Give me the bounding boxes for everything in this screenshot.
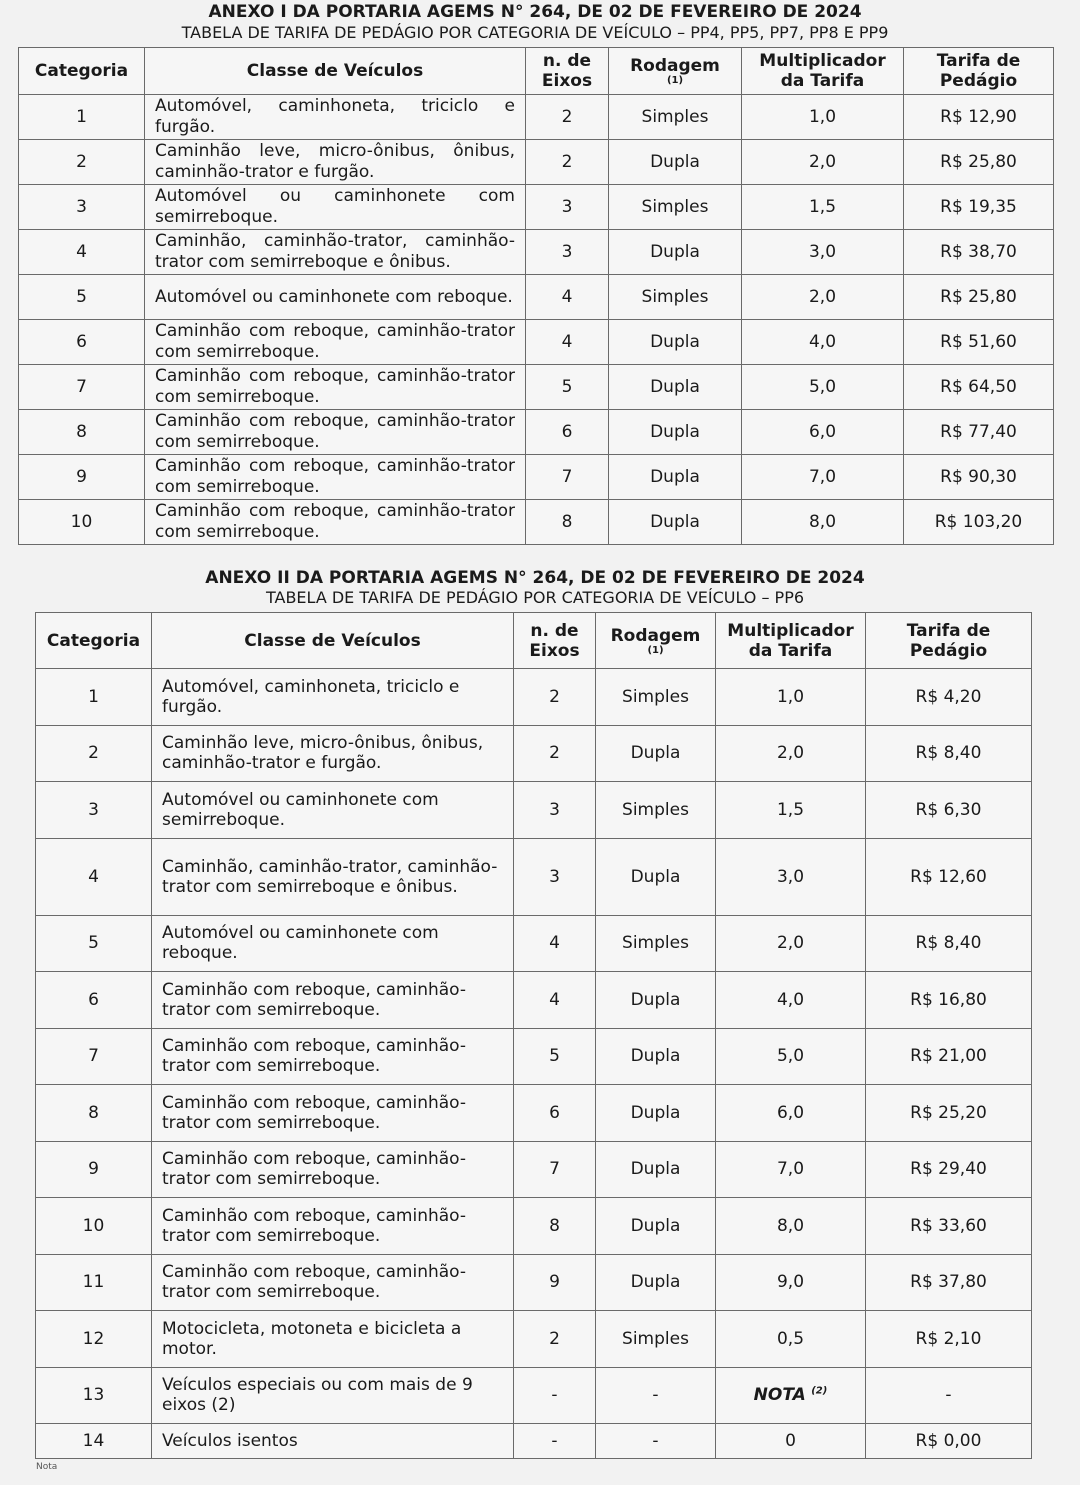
toll-fee-cell: R$ 6,30 (866, 782, 1032, 839)
axles-cell: 2 (514, 669, 596, 726)
vehicle-class-cell: Caminhão com reboque, caminhão-trator com semirreboque. (145, 410, 526, 455)
category-cell: 3 (19, 185, 145, 230)
category-cell: 11 (36, 1254, 152, 1311)
table-row (19, 365, 1054, 410)
header-eixos: n. de Eixos (514, 613, 596, 669)
axles-cell: 6 (526, 410, 609, 455)
multiplier-cell: 1,0 (742, 95, 904, 140)
toll-fee-cell: R$ 21,00 (866, 1028, 1032, 1085)
annex1-title: ANEXO I DA PORTARIA AGEMS N° 264, DE 02 DE FEVEREIRO DE 2024 (208, 2, 862, 22)
vehicle-class-cell: Caminhão com reboque, caminhão-trator com semirreboque. (145, 500, 526, 545)
nota-label: NOTA (753, 1385, 806, 1406)
toll-fee-cell: R$ 25,80 (904, 275, 1054, 320)
category-cell: 5 (36, 915, 152, 972)
toll-fee-cell: R$ 25,20 (866, 1085, 1032, 1142)
axles-cell: 3 (526, 230, 609, 275)
axles-cell: 6 (514, 1085, 596, 1142)
axles-cell: 2 (514, 725, 596, 782)
table-row (36, 838, 1032, 915)
axles-cell: 2 (526, 95, 609, 140)
toll-fee-cell: R$ 29,40 (866, 1141, 1032, 1198)
category-cell: 1 (36, 669, 152, 726)
category-cell: 3 (36, 782, 152, 839)
multiplier-cell: 5,0 (716, 1028, 866, 1085)
toll-fee-cell: R$ 4,20 (866, 669, 1032, 726)
table-row (36, 1198, 1032, 1255)
toll-fee-cell: R$ 51,60 (904, 320, 1054, 365)
wheel-type-cell: Simples (596, 1311, 716, 1368)
table-row (36, 915, 1032, 972)
table-row (36, 669, 1032, 726)
wheel-type-cell: Simples (609, 185, 742, 230)
toll-fee-cell: R$ 2,10 (866, 1311, 1032, 1368)
vehicle-class-cell: Caminhão com reboque, caminhão-trator com semirreboque. (145, 320, 526, 365)
header-classe: Classe de Veículos (145, 48, 526, 95)
multiplier-cell: 7,0 (742, 455, 904, 500)
toll-fee-cell: R$ 25,80 (904, 140, 1054, 185)
wheel-type-cell: Dupla (609, 320, 742, 365)
table-row (36, 1424, 1032, 1459)
toll-fee-cell: R$ 64,50 (904, 365, 1054, 410)
vehicle-class-cell: Automóvel ou caminhonete com semirreboque. (145, 185, 526, 230)
header-rodagem: Rodagem (1) (609, 48, 742, 95)
axles-cell: 5 (526, 365, 609, 410)
category-cell: 1 (19, 95, 145, 140)
category-cell: 7 (19, 365, 145, 410)
table-row (36, 725, 1032, 782)
table-header-row (36, 613, 1032, 669)
vehicle-class-cell: Veículos isentos (152, 1424, 514, 1459)
table-row (36, 972, 1032, 1029)
vehicle-class-cell: Caminhão com reboque, caminhão-trator com semirreboque. (145, 365, 526, 410)
header-multiplicador: Multiplicador da Tarifa (716, 613, 866, 669)
wheel-type-cell: Dupla (596, 972, 716, 1029)
toll-fee-cell: R$ 0,00 (866, 1424, 1032, 1459)
annex2-tariff-table (35, 612, 1032, 1459)
vehicle-class-cell: Caminhão leve, micro-ônibus, ônibus, caminhão-trator e furgão. (145, 140, 526, 185)
table-row (19, 230, 1054, 275)
wheel-type-cell: Dupla (596, 1198, 716, 1255)
toll-fee-cell: R$ 12,90 (904, 95, 1054, 140)
category-cell: 10 (19, 500, 145, 545)
table-row (19, 140, 1054, 185)
multiplier-cell: 7,0 (716, 1141, 866, 1198)
multiplier-cell: 5,0 (742, 365, 904, 410)
multiplier-cell: 1,5 (716, 782, 866, 839)
multiplier-cell: 6,0 (716, 1085, 866, 1142)
axles-cell: 9 (514, 1254, 596, 1311)
axles-cell: 4 (526, 275, 609, 320)
axles-cell: 8 (526, 500, 609, 545)
wheel-type-cell: Simples (596, 915, 716, 972)
category-cell: 7 (36, 1028, 152, 1085)
wheel-type-cell: Dupla (596, 838, 716, 915)
multiplier-cell: 8,0 (742, 500, 904, 545)
wheel-type-cell: Dupla (596, 725, 716, 782)
footnote-ref: (1) (647, 644, 664, 656)
category-cell: 9 (36, 1141, 152, 1198)
table-row (36, 1085, 1032, 1142)
toll-fee-cell: R$ 37,80 (866, 1254, 1032, 1311)
axles-cell: 5 (514, 1028, 596, 1085)
multiplier-cell: 6,0 (742, 410, 904, 455)
vehicle-class-cell: Caminhão, caminhão-trator, caminhão-trator com semirreboque e ônibus. (152, 838, 514, 915)
axles-cell: - (514, 1424, 596, 1459)
category-cell: 8 (19, 410, 145, 455)
table-header-row (19, 48, 1054, 95)
vehicle-class-cell: Caminhão com reboque, caminhão-trator com semirreboque. (152, 972, 514, 1029)
multiplier-cell: 2,0 (716, 915, 866, 972)
wheel-type-cell: Dupla (596, 1141, 716, 1198)
table-row (36, 1311, 1032, 1368)
multiplier-cell: 3,0 (716, 838, 866, 915)
vehicle-class-cell: Caminhão com reboque, caminhão-trator com semirreboque. (152, 1141, 514, 1198)
axles-cell: 3 (526, 185, 609, 230)
header-eixos: n. de Eixos (526, 48, 609, 95)
multiplier-cell: 4,0 (742, 320, 904, 365)
annex2-title: ANEXO II DA PORTARIA AGEMS N° 264, DE 02 DE FEVEREIRO DE 2024 (205, 568, 865, 588)
toll-fee-cell: R$ 90,30 (904, 455, 1054, 500)
wheel-type-cell: Simples (596, 669, 716, 726)
category-cell: 2 (36, 725, 152, 782)
toll-fee-cell: R$ 8,40 (866, 725, 1032, 782)
wheel-type-cell: Dupla (609, 455, 742, 500)
vehicle-class-cell: Automóvel, caminhoneta, triciclo e furgão. (152, 669, 514, 726)
wheel-type-cell: Simples (609, 275, 742, 320)
nota-footnote-ref: (2) (811, 1385, 828, 1397)
annex1-tariff-table (18, 47, 1054, 545)
header-tarifa: Tarifa de Pedágio (904, 48, 1054, 95)
multiplier-cell (716, 1367, 866, 1424)
table-row (19, 95, 1054, 140)
vehicle-class-cell: Automóvel, caminhoneta, triciclo e furgão. (145, 95, 526, 140)
axles-cell: 2 (526, 140, 609, 185)
vehicle-class-cell: Caminhão com reboque, caminhão-trator com semirreboque. (152, 1254, 514, 1311)
axles-cell: - (514, 1367, 596, 1424)
wheel-type-cell: Dupla (609, 365, 742, 410)
header-categoria: Categoria (36, 613, 152, 669)
vehicle-class-cell: Caminhão leve, micro-ônibus, ônibus, caminhão-trator e furgão. (152, 725, 514, 782)
wheel-type-cell: - (596, 1424, 716, 1459)
table-row (19, 320, 1054, 365)
footnote-ref: (1) (666, 75, 684, 86)
header-rodagem: Rodagem (1) (596, 613, 716, 669)
category-cell: 9 (19, 455, 145, 500)
category-cell: 6 (19, 320, 145, 365)
vehicle-class-cell: Automóvel ou caminhonete com reboque. (145, 275, 526, 320)
toll-fee-cell: R$ 12,60 (866, 838, 1032, 915)
multiplier-cell: 2,0 (716, 725, 866, 782)
vehicle-class-cell: Automóvel ou caminhonete com semirreboque. (152, 782, 514, 839)
axles-cell: 2 (514, 1311, 596, 1368)
wheel-type-cell: - (596, 1367, 716, 1424)
table-row (36, 782, 1032, 839)
multiplier-cell: 2,0 (742, 275, 904, 320)
annex1-subtitle: TABELA DE TARIFA DE PEDÁGIO POR CATEGORIA DE VEÍCULO – PP4, PP5, PP7, PP8 E PP9 (181, 23, 889, 42)
wheel-type-cell: Simples (596, 782, 716, 839)
axles-cell: 7 (526, 455, 609, 500)
axles-cell: 8 (514, 1198, 596, 1255)
wheel-type-cell: Dupla (609, 500, 742, 545)
axles-cell: 3 (514, 838, 596, 915)
multiplier-cell: 0,5 (716, 1311, 866, 1368)
category-cell: 8 (36, 1085, 152, 1142)
toll-fee-cell: R$ 19,35 (904, 185, 1054, 230)
vehicle-class-cell: Caminhão com reboque, caminhão-trator com semirreboque. (152, 1198, 514, 1255)
toll-fee-cell: R$ 38,70 (904, 230, 1054, 275)
wheel-type-cell: Dupla (596, 1254, 716, 1311)
table-row (36, 1141, 1032, 1198)
multiplier-cell: 1,5 (742, 185, 904, 230)
wheel-type-cell: Dupla (596, 1028, 716, 1085)
axles-cell: 4 (514, 972, 596, 1029)
multiplier-cell: 8,0 (716, 1198, 866, 1255)
category-cell: 10 (36, 1198, 152, 1255)
toll-fee-cell: R$ 16,80 (866, 972, 1032, 1029)
multiplier-cell: 4,0 (716, 972, 866, 1029)
category-cell: 12 (36, 1311, 152, 1368)
table-row (19, 275, 1054, 320)
category-cell: 4 (19, 230, 145, 275)
table-row (19, 500, 1054, 545)
multiplier-cell: 2,0 (742, 140, 904, 185)
wheel-type-cell: Dupla (609, 140, 742, 185)
toll-fee-cell: R$ 8,40 (866, 915, 1032, 972)
toll-fee-cell: R$ 77,40 (904, 410, 1054, 455)
vehicle-class-cell: Caminhão com reboque, caminhão-trator com semirreboque. (152, 1028, 514, 1085)
axles-cell: 7 (514, 1141, 596, 1198)
annex1-table-body (19, 95, 1054, 545)
category-cell: 5 (19, 275, 145, 320)
wheel-type-cell: Dupla (609, 230, 742, 275)
header-classe: Classe de Veículos (152, 613, 514, 669)
table-row (19, 455, 1054, 500)
vehicle-class-cell: Veículos especiais ou com mais de 9 eixos (2) (152, 1367, 514, 1424)
table-row (36, 1254, 1032, 1311)
category-cell: 4 (36, 838, 152, 915)
header-multiplicador: Multiplicador da Tarifa (742, 48, 904, 95)
wheel-type-cell: Dupla (596, 1085, 716, 1142)
table-row (19, 185, 1054, 230)
vehicle-class-cell: Caminhão com reboque, caminhão-trator com semirreboque. (145, 455, 526, 500)
category-cell: 13 (36, 1367, 152, 1424)
header-categoria: Categoria (19, 48, 145, 95)
annex2-table-body (36, 669, 1032, 1459)
axles-cell: 4 (526, 320, 609, 365)
toll-fee-cell: R$ 103,20 (904, 500, 1054, 545)
vehicle-class-cell: Motocicleta, motoneta e bicicleta a motor. (152, 1311, 514, 1368)
table-row (36, 1367, 1032, 1424)
table-row (36, 1028, 1032, 1085)
wheel-type-cell: Dupla (609, 410, 742, 455)
footnote-fragment: Nota (36, 1462, 58, 1472)
category-cell: 2 (19, 140, 145, 185)
category-cell: 14 (36, 1424, 152, 1459)
annex2-subtitle: TABELA DE TARIFA DE PEDÁGIO POR CATEGORIA DE VEÍCULO – PP6 (265, 588, 805, 607)
toll-fee-cell: - (866, 1367, 1032, 1424)
table-row (19, 410, 1054, 455)
multiplier-cell: 0 (716, 1424, 866, 1459)
multiplier-cell: 9,0 (716, 1254, 866, 1311)
header-tarifa: Tarifa de Pedágio (866, 613, 1032, 669)
vehicle-class-cell: Caminhão com reboque, caminhão-trator com semirreboque. (152, 1085, 514, 1142)
wheel-type-cell: Simples (609, 95, 742, 140)
vehicle-class-cell: Automóvel ou caminhonete com reboque. (152, 915, 514, 972)
multiplier-cell: 1,0 (716, 669, 866, 726)
axles-cell: 4 (514, 915, 596, 972)
axles-cell: 3 (514, 782, 596, 839)
vehicle-class-cell: Caminhão, caminhão-trator, caminhão-trator com semirreboque e ônibus. (145, 230, 526, 275)
multiplier-cell: 3,0 (742, 230, 904, 275)
toll-fee-cell: R$ 33,60 (866, 1198, 1032, 1255)
category-cell: 6 (36, 972, 152, 1029)
